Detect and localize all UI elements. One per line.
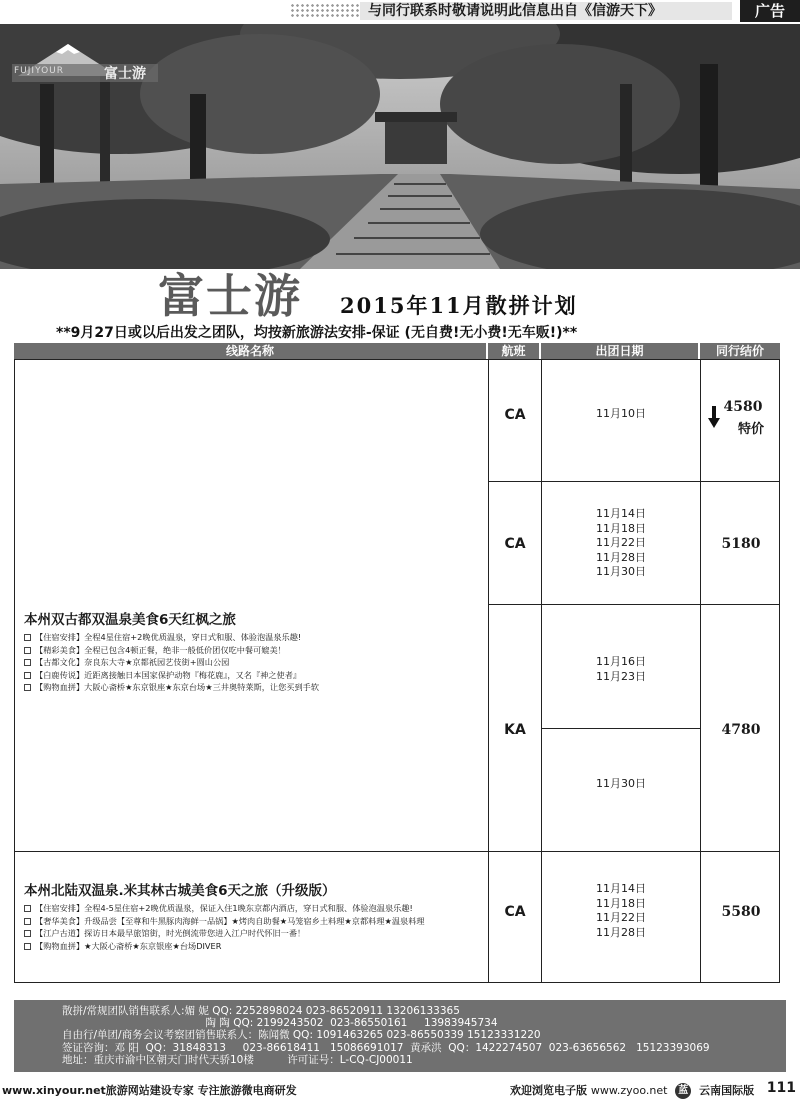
bullet-box-icon bbox=[24, 684, 31, 691]
price-value: 5180 bbox=[721, 536, 761, 552]
route-2-feature: 【江户古道】探访日本最早旅馆街，时光倒流带您进入江户时代怀旧一番！ bbox=[24, 927, 486, 940]
route-2-description bbox=[24, 879, 486, 952]
flight-code: KA bbox=[504, 722, 526, 738]
route-2-title: 本州北陆双温泉.米其林古城美食6天之旅（升级版） bbox=[24, 883, 336, 899]
bullet-box-icon bbox=[24, 943, 31, 950]
contact-line: 散拼/常规团队销售联系人:媚 妮 QQ: 2252898024 023-86520911 13206133365 bbox=[62, 1005, 460, 1017]
price-value: 4580 bbox=[723, 399, 763, 415]
route-2-feature: 【住宿安排】全程4-5星住宿+2晚优质温泉，保证入住1晚东京都内酒店，穿日式和服、体验泡温泉乐趣! bbox=[24, 902, 486, 915]
edition-info: 欢迎浏览电子版 www.zyoo.net 蓝 云南国际版 bbox=[510, 1084, 755, 1097]
departure-dates: 11月16日 11月23日 bbox=[596, 655, 646, 683]
departure-dates: 11月30日 bbox=[596, 777, 646, 790]
flight-code: CA bbox=[504, 407, 526, 423]
departure-dates: 11月14日 11月18日 11月22日 11月28日 bbox=[596, 882, 646, 939]
bullet-box-icon bbox=[24, 634, 31, 641]
bottom-bar bbox=[0, 1078, 800, 1100]
bullet-box-icon bbox=[24, 930, 31, 937]
route-1-cell bbox=[14, 359, 489, 852]
header-dates: 出团日期 bbox=[541, 343, 698, 359]
price-value: 4780 bbox=[721, 722, 761, 738]
route-1-feature: 【住宿安排】全程4星住宿+2晚优质温泉，穿日式和服、体验泡温泉乐趣! bbox=[24, 631, 486, 644]
departure-dates: 11月14日 11月18日 11月22日 11月28日 11月30日 bbox=[596, 507, 646, 578]
flight-code: CA bbox=[504, 904, 526, 920]
contact-line: 陶 陶 QQ: 2199243502 023-86550161 13983945734 bbox=[62, 1017, 498, 1030]
route-1-feature: 【购物血拼】大阪心斋桥★东京银座★东京台场★三井奥特莱斯，让您买到手软 bbox=[24, 681, 486, 694]
bullet-box-icon bbox=[24, 918, 31, 925]
contact-line: 自由行/单团/商务会议考察团销售联系人：陈闻微 QQ: 1091463265 023-86550339 15123331220 bbox=[62, 1029, 541, 1042]
page-number: 111 bbox=[766, 1080, 796, 1096]
special-price-label: 特价 bbox=[737, 422, 764, 437]
route-1-description bbox=[24, 608, 486, 694]
website-tagline: www.xinyour.net旅游网站建设专家 专注旅游微电商研发 bbox=[2, 1084, 297, 1097]
ad-label: 广告 bbox=[740, 0, 800, 22]
bullet-box-icon bbox=[24, 659, 31, 666]
contact-line: 地址：重庆市渝中区朝天门时代天骄10楼 许可证号：L-CQ-CJ00011 bbox=[62, 1053, 413, 1066]
bullet-box-icon bbox=[24, 905, 31, 912]
dotted-decoration bbox=[290, 3, 360, 19]
logo-text-en: FUJIYOUR bbox=[14, 66, 65, 76]
edition-site: www.zyoo.net bbox=[590, 1084, 668, 1097]
route-2-feature: 【奢华美食】升级品尝【至尊和牛黑豚肉海鲜一品锅】★烤肉自助餐★马笼宿乡土料理★京都料理★温泉料理 bbox=[24, 915, 486, 928]
source-notice: 与同行联系时敬请说明此信息出自《信游天下》 bbox=[360, 2, 732, 20]
contact-footer bbox=[14, 1000, 786, 1072]
plan-title: 2015年11月散拼计划 bbox=[340, 293, 578, 318]
price-value: 5580 bbox=[721, 904, 761, 920]
route-2-feature: 【购物血拼】★大阪心斋桥★东京银座★台场DIVER bbox=[24, 940, 486, 953]
flight-code: CA bbox=[504, 536, 526, 552]
bullet-box-icon bbox=[24, 672, 31, 679]
top-banner bbox=[0, 0, 800, 22]
edition-badge-icon: 蓝 bbox=[675, 1083, 691, 1099]
contact-line: 签证咨询：邓 阳 QQ：31848313 023-86618411 15086691017 黄承洪 QQ：1422274507 023-63656562 15123393069 bbox=[62, 1041, 710, 1054]
route-1-feature: 【白鹿传说】近距离接触日本国家保护动物『梅花鹿』，又名『神之使者』 bbox=[24, 669, 486, 682]
header-flight: 航班 bbox=[488, 343, 539, 359]
bullet-box-icon bbox=[24, 647, 31, 654]
header-route: 线路名称 bbox=[14, 343, 486, 359]
route-1-feature: 【精彩美食】全程已包含4顿正餐，绝非一般低价团仅吃中餐可媲美！ bbox=[24, 644, 486, 657]
logo-text-cn: 富士游 bbox=[104, 66, 146, 82]
policy-statement: **9月27日或以后出发之团队，均按新旅游法安排-保证 (无自费!无小费!无车贩!)** bbox=[56, 325, 578, 341]
brand-title: 富士游 bbox=[158, 269, 302, 323]
departure-dates: 11月10日 bbox=[596, 407, 646, 420]
header-price: 同行结价 bbox=[700, 343, 780, 359]
route-1-feature: 【古都文化】奈良东大寺★京都祇园艺伎街+圆山公园 bbox=[24, 656, 486, 669]
route-1-title: 本州双古都双温泉美食6天红枫之旅 bbox=[24, 612, 236, 628]
